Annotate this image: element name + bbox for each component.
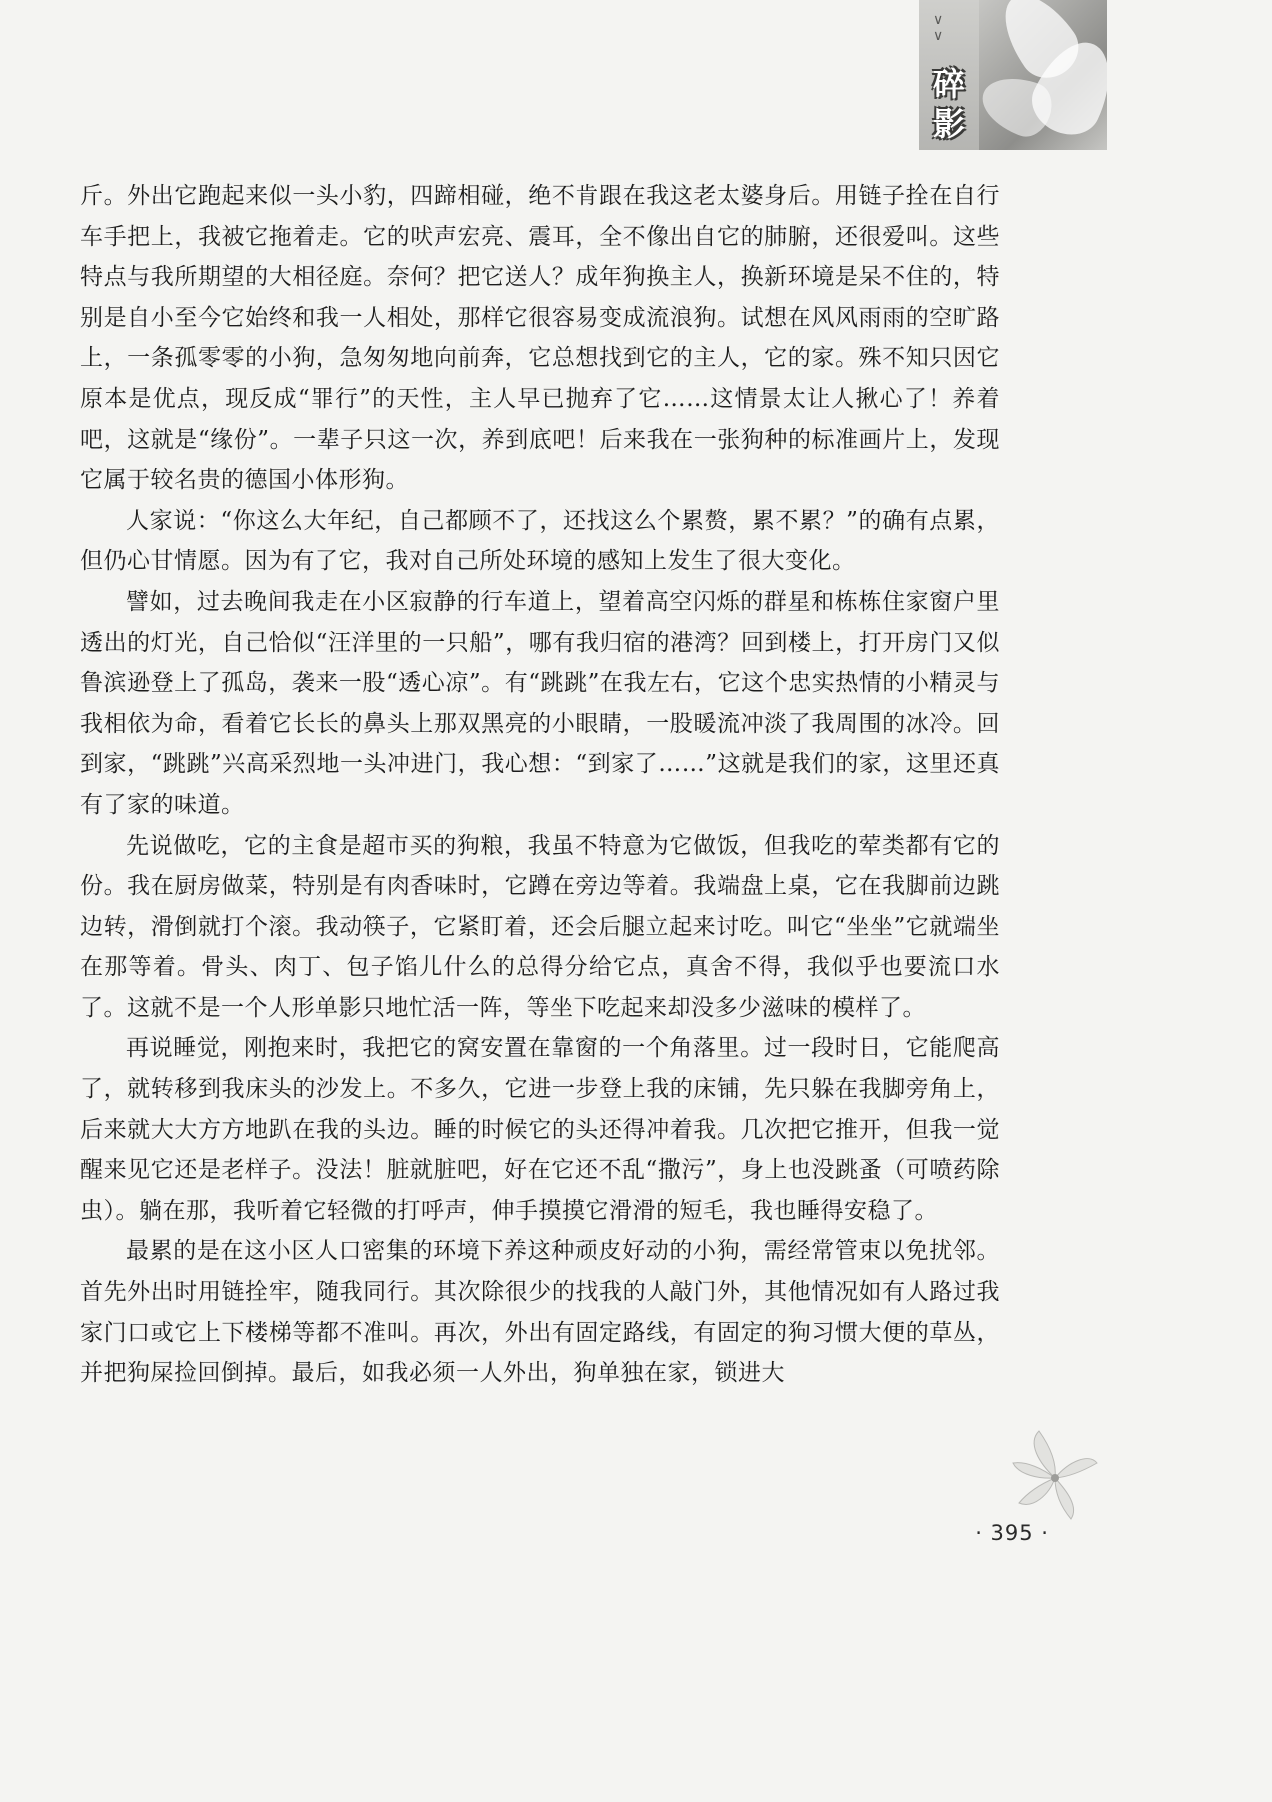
paragraph: 最累的是在这小区人口密集的环境下养这种顽皮好动的小狗，需经常管束以免扰邻。首先外出时用链拴牢，随我同行。其次除很少的找我的人敲门外，其他情况如有人路过我家门口或它上下楼梯等都不准叫。再次，外出有固定路线，有固定的狗习惯大便的草丛，并把狗屎捡回倒掉。最后，如我必须一人外出，狗单独在家，锁进大 bbox=[80, 1238, 1000, 1387]
section-char-1: 碎 bbox=[932, 65, 965, 103]
section-char-2: 影 bbox=[932, 105, 965, 143]
paragraph: 譬如，过去晚间我走在小区寂静的行车道上，望着高空闪烁的群星和栋栋住家窗户里透出的灯光，自己恰似“汪洋里的一只船”，哪有我归宿的港湾？回到楼上，打开房门又似鲁滨逊登上了孤岛，袭来一股“透心凉”。有“跳跳”在我左右，它这个忠实热情的小精灵与我相依为命，看着它长长的鼻头上那双黑亮的小眼睛，一股暖流冲淡了我周围的冰冷。回到家，“跳跳”兴高采烈地一头冲进门，我心想：“到家了……”这就是我们的家，这里还真有了家的味道。 bbox=[80, 588, 1000, 818]
paragraph: 人家说：“你这么大年纪，自己都顾不了，还找这么个累赘，累不累？”的确有点累，但仍心甘情愿。因为有了它，我对自己所处环境的感知上发生了很大变化。 bbox=[80, 507, 1000, 575]
section-tag bbox=[919, 0, 979, 150]
lily-flower-decoration bbox=[1009, 1423, 1101, 1523]
paragraph: 斤。外出它跑起来似一头小豹，四蹄相碰，绝不肯跟在我这老太婆身后。用链子拴在自行车手把上，我被它拖着走。它的吠声宏亮、震耳，全不像出自它的肺腑，还很爱叫。这些特点与我所期望的大相径庭。奈何？把它送人？成年狗换主人，换新环境是呆不住的，特别是自小至今它始终和我一人相处，那样它很容易变成流浪狗。试想在风风雨雨的空旷路上，一条孤零零的小狗，急匆匆地向前奔，它总想找到它的主人，它的家。殊不知只因它原本是优点，现反成“罪行”的天性，主人早已抛弃了它……这情景太让人揪心了！养着吧，这就是“缘份”。一辈子只这一次，养到底吧！后来我在一张狗种的标准画片上，发现它属于较名贵的德国小体形狗。 bbox=[80, 183, 1000, 494]
article-body bbox=[80, 176, 1000, 1394]
page-number: · 395 · bbox=[975, 1521, 1049, 1545]
paragraph: 先说做吃，它的主食是超市买的狗粮，我虽不特意为它做饭，但我吃的荤类都有它的份。我在厨房做菜，特别是有肉香味时，它蹲在旁边等着。我端盘上桌，它在我脚前边跳边转，滑倒就打个滚。我动筷子，它紧盯着，还会后腿立起来讨吃。叫它“坐坐”它就端坐在那等着。骨头、肉丁、包子馅儿什么的总得分给它点，真舍不得，我似乎也要流口水了。这就不是一个人形单影只地忙活一阵，等坐下吃起来却没多少滋味的模样了。 bbox=[80, 832, 1000, 1021]
header-photo-strip bbox=[919, 0, 1107, 150]
chevron-down-icon: ∨ bbox=[933, 28, 944, 44]
chevron-down-icon: ∨ bbox=[933, 12, 944, 28]
paragraph: 再说睡觉，刚抱来时，我把它的窝安置在靠窗的一个角落里。过一段时日，它能爬高了，就转移到我床头的沙发上。不多久，它进一步登上我的床铺，先只躲在我脚旁角上，后来就大大方方地趴在我的头边。睡的时候它的头还得冲着我。几次把它推开，但我一觉醒来见它还是老样子。没法！脏就脏吧，好在它还不乱“撒污”，身上也没跳蚤（可喷药除虫）。躺在那，我听着它轻微的打呼声，伸手摸摸它滑滑的短毛，我也睡得安稳了。 bbox=[80, 1035, 1000, 1224]
